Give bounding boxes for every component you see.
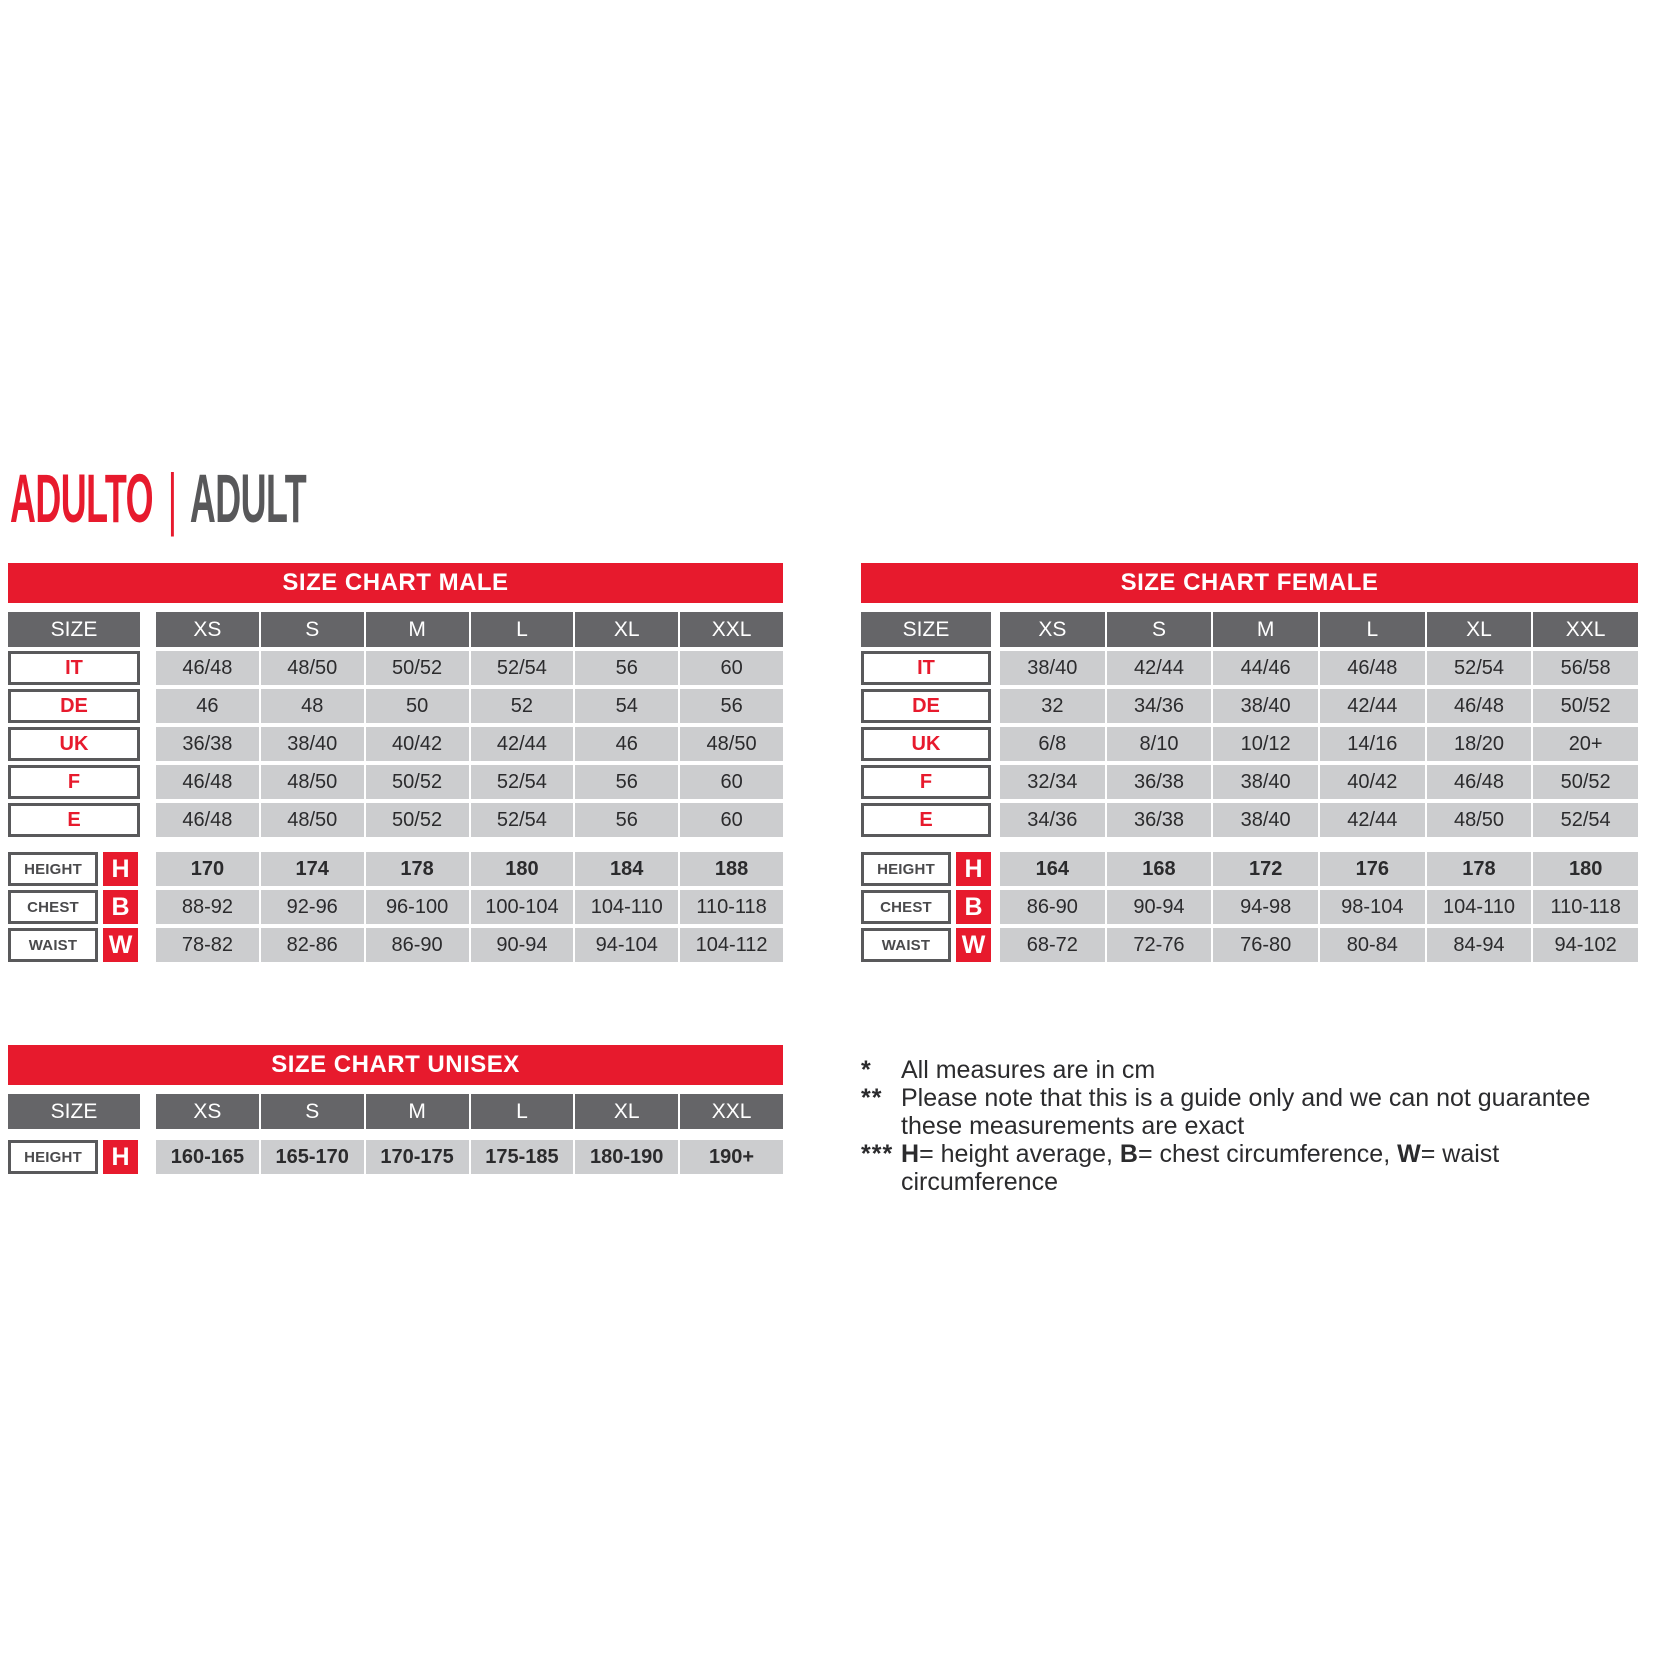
size-value-cell: 42/44 bbox=[471, 727, 574, 761]
footnote-2 bbox=[861, 1084, 1653, 1140]
column-header-cell: M bbox=[366, 1094, 469, 1129]
measure-value-cell: 180 bbox=[1533, 852, 1638, 886]
measure-value-cell: 104-110 bbox=[575, 890, 678, 924]
size-value-cell: 40/42 bbox=[1320, 765, 1425, 799]
measure-row-label bbox=[8, 890, 154, 924]
size-value-cell: 52/54 bbox=[1427, 651, 1532, 685]
size-value-cell: 46/48 bbox=[156, 803, 259, 837]
measure-label-box: CHEST bbox=[8, 890, 98, 924]
size-value-cell: 56 bbox=[680, 689, 783, 723]
size-row-label: UK bbox=[861, 727, 991, 761]
page-title-separator: | bbox=[167, 460, 177, 537]
size-value-cell: 54 bbox=[575, 689, 678, 723]
column-header-cell: L bbox=[471, 1094, 574, 1129]
size-value-cell: 46 bbox=[575, 727, 678, 761]
size-value-cell: 52/54 bbox=[1533, 803, 1638, 837]
size-value-cell: 50/52 bbox=[366, 651, 469, 685]
footnote-text: = height average, bbox=[919, 1140, 1120, 1168]
column-header-cell: XS bbox=[156, 612, 259, 647]
footnote-marker: *** bbox=[861, 1140, 894, 1168]
size-row-de bbox=[861, 689, 1638, 723]
size-row-it bbox=[861, 651, 1638, 685]
size-value-cell: 38/40 bbox=[1213, 765, 1318, 799]
footnote-text: B bbox=[1119, 1140, 1138, 1168]
footnote-text: W bbox=[1397, 1140, 1421, 1168]
measure-label-box: CHEST bbox=[861, 890, 951, 924]
size-value-cell: 36/38 bbox=[1107, 803, 1212, 837]
measure-value-cell: 170-175 bbox=[366, 1140, 469, 1174]
size-value-cell: 56 bbox=[575, 765, 678, 799]
footnote-line bbox=[901, 1112, 1653, 1140]
measure-row-label bbox=[861, 852, 998, 886]
measure-row-waist bbox=[8, 928, 783, 962]
size-value-cell: 42/44 bbox=[1320, 689, 1425, 723]
size-row-label: F bbox=[861, 765, 991, 799]
footnote-text: H bbox=[901, 1140, 920, 1168]
size-value-cell: 48 bbox=[261, 689, 364, 723]
measure-value-cell: 86-90 bbox=[1000, 890, 1105, 924]
measure-row-chest bbox=[861, 890, 1638, 924]
measure-row-label bbox=[8, 852, 154, 886]
measure-block bbox=[861, 852, 1638, 962]
size-value-cell: 44/46 bbox=[1213, 651, 1318, 685]
size-value-cell: 32/34 bbox=[1000, 765, 1105, 799]
measure-row-waist bbox=[861, 928, 1638, 962]
footnote-line bbox=[901, 1084, 1653, 1112]
size-value-cell: 46/48 bbox=[1320, 651, 1425, 685]
column-header-cell: XL bbox=[1427, 612, 1532, 647]
measure-key-badge: H bbox=[103, 1140, 138, 1174]
size-row-uk bbox=[8, 727, 783, 761]
size-value-cell: 38/40 bbox=[1000, 651, 1105, 685]
size-row-label: DE bbox=[861, 689, 991, 723]
measure-value-cell: 168 bbox=[1107, 852, 1212, 886]
size-row-label: E bbox=[8, 803, 140, 837]
measure-value-cell: 80-84 bbox=[1320, 928, 1425, 962]
measure-value-cell: 100-104 bbox=[471, 890, 574, 924]
measure-value-cell: 94-98 bbox=[1213, 890, 1318, 924]
measure-value-cell: 178 bbox=[366, 852, 469, 886]
size-row-f bbox=[8, 765, 783, 799]
measure-value-cell: 174 bbox=[261, 852, 364, 886]
measure-value-cell: 172 bbox=[1213, 852, 1318, 886]
measure-key-badge: H bbox=[103, 852, 138, 886]
size-row-e bbox=[861, 803, 1638, 837]
size-header-cell: SIZE bbox=[8, 1094, 140, 1129]
measure-label-box: WAIST bbox=[861, 928, 951, 962]
measure-value-cell: 82-86 bbox=[261, 928, 364, 962]
measure-value-cell: 90-94 bbox=[1107, 890, 1212, 924]
size-value-cell: 60 bbox=[680, 803, 783, 837]
measure-value-cell: 110-118 bbox=[1533, 890, 1638, 924]
size-value-cell: 46/48 bbox=[1427, 689, 1532, 723]
size-value-cell: 36/38 bbox=[156, 727, 259, 761]
column-header-cell: S bbox=[1107, 612, 1212, 647]
size-value-cell: 46/48 bbox=[156, 651, 259, 685]
measure-value-cell: 90-94 bbox=[471, 928, 574, 962]
column-header-cell: XL bbox=[575, 1094, 678, 1129]
measure-value-cell: 78-82 bbox=[156, 928, 259, 962]
size-row-uk bbox=[861, 727, 1638, 761]
measure-value-cell: 164 bbox=[1000, 852, 1105, 886]
measure-value-cell: 165-170 bbox=[261, 1140, 364, 1174]
measure-key-badge: W bbox=[103, 928, 138, 962]
measure-row-chest bbox=[8, 890, 783, 924]
size-value-cell: 48/50 bbox=[261, 765, 364, 799]
measure-row-label bbox=[861, 890, 998, 924]
table-title-bar: SIZE CHART UNISEX bbox=[8, 1045, 783, 1085]
size-value-cell: 38/40 bbox=[261, 727, 364, 761]
footnote-marker: * bbox=[861, 1056, 872, 1084]
table-header-row bbox=[861, 612, 1638, 647]
size-value-cell: 52/54 bbox=[471, 803, 574, 837]
size-value-cell: 48/50 bbox=[1427, 803, 1532, 837]
size-value-cell: 20+ bbox=[1533, 727, 1638, 761]
size-value-cell: 56/58 bbox=[1533, 651, 1638, 685]
measure-value-cell: 92-96 bbox=[261, 890, 364, 924]
measure-label-box: HEIGHT bbox=[861, 852, 951, 886]
footnote-text: these measurements are exact bbox=[901, 1112, 1245, 1140]
measure-value-cell: 84-94 bbox=[1427, 928, 1532, 962]
column-header-cell: XS bbox=[1000, 612, 1105, 647]
column-header-cell: XL bbox=[575, 612, 678, 647]
size-value-cell: 52 bbox=[471, 689, 574, 723]
size-value-cell: 10/12 bbox=[1213, 727, 1318, 761]
measure-value-cell: 76-80 bbox=[1213, 928, 1318, 962]
measure-label-box: WAIST bbox=[8, 928, 98, 962]
measure-key-badge: B bbox=[103, 890, 138, 924]
column-header-cell: L bbox=[1320, 612, 1425, 647]
column-header-cell: XS bbox=[156, 1094, 259, 1129]
size-row-it bbox=[8, 651, 783, 685]
size-value-cell: 34/36 bbox=[1107, 689, 1212, 723]
size-value-cell: 48/50 bbox=[261, 803, 364, 837]
column-header-cell: XXL bbox=[1533, 612, 1638, 647]
size-value-cell: 38/40 bbox=[1213, 803, 1318, 837]
page-title-secondary: ADULT bbox=[189, 460, 307, 537]
measure-value-cell: 180 bbox=[471, 852, 574, 886]
measure-value-cell: 98-104 bbox=[1320, 890, 1425, 924]
size-value-cell: 8/10 bbox=[1107, 727, 1212, 761]
footnote-marker: ** bbox=[861, 1084, 883, 1112]
column-header-cell: M bbox=[1213, 612, 1318, 647]
size-value-cell: 38/40 bbox=[1213, 689, 1318, 723]
size-value-cell: 14/16 bbox=[1320, 727, 1425, 761]
measure-value-cell: 180-190 bbox=[575, 1140, 678, 1174]
table-title-bar: SIZE CHART FEMALE bbox=[861, 563, 1638, 603]
measure-value-cell: 86-90 bbox=[366, 928, 469, 962]
size-row-de bbox=[8, 689, 783, 723]
size-value-cell: 60 bbox=[680, 765, 783, 799]
measure-row-height bbox=[8, 852, 783, 886]
size-value-cell: 50/52 bbox=[1533, 765, 1638, 799]
measure-value-cell: 175-185 bbox=[471, 1140, 574, 1174]
measure-value-cell: 176 bbox=[1320, 852, 1425, 886]
size-row-label: UK bbox=[8, 727, 140, 761]
column-header-cell: L bbox=[471, 612, 574, 647]
measure-row-height bbox=[861, 852, 1638, 886]
measure-label-box: HEIGHT bbox=[8, 852, 98, 886]
size-value-cell: 60 bbox=[680, 651, 783, 685]
measure-row-label bbox=[8, 1140, 154, 1174]
size-value-cell: 42/44 bbox=[1107, 651, 1212, 685]
table-header-row bbox=[8, 612, 783, 647]
measure-row-label bbox=[8, 928, 154, 962]
size-value-cell: 52/54 bbox=[471, 651, 574, 685]
measure-row-height bbox=[8, 1140, 783, 1174]
measure-row-label bbox=[861, 928, 998, 962]
size-value-cell: 36/38 bbox=[1107, 765, 1212, 799]
size-value-cell: 34/36 bbox=[1000, 803, 1105, 837]
footnote-line bbox=[901, 1140, 1653, 1196]
measure-block bbox=[8, 1140, 783, 1174]
size-chart-male-table bbox=[8, 563, 783, 962]
size-row-e bbox=[8, 803, 783, 837]
footnote-text: = chest circumference, bbox=[1137, 1140, 1398, 1168]
measure-key-badge: H bbox=[956, 852, 991, 886]
measure-value-cell: 178 bbox=[1427, 852, 1532, 886]
size-header-cell: SIZE bbox=[8, 612, 140, 647]
size-row-label: F bbox=[8, 765, 140, 799]
page-title-primary: ADULTO bbox=[10, 460, 154, 537]
measure-label-box: HEIGHT bbox=[8, 1140, 98, 1174]
footnote-3 bbox=[861, 1140, 1653, 1196]
column-header-cell: S bbox=[261, 1094, 364, 1129]
measure-value-cell: 190+ bbox=[680, 1140, 783, 1174]
footnotes bbox=[861, 1056, 1653, 1196]
size-chart-female-table bbox=[861, 563, 1638, 962]
column-header-cell: XXL bbox=[680, 612, 783, 647]
measure-key-badge: W bbox=[956, 928, 991, 962]
column-header-cell: S bbox=[261, 612, 364, 647]
measure-value-cell: 68-72 bbox=[1000, 928, 1105, 962]
footnote-text: All measures are in cm bbox=[901, 1056, 1156, 1084]
size-value-cell: 50 bbox=[366, 689, 469, 723]
measure-value-cell: 170 bbox=[156, 852, 259, 886]
size-value-cell: 40/42 bbox=[366, 727, 469, 761]
footnote-1 bbox=[861, 1056, 1653, 1084]
column-header-cell: XXL bbox=[680, 1094, 783, 1129]
size-chart-unisex-table bbox=[8, 1045, 783, 1174]
size-value-cell: 32 bbox=[1000, 689, 1105, 723]
size-value-cell: 50/52 bbox=[366, 765, 469, 799]
measure-value-cell: 94-102 bbox=[1533, 928, 1638, 962]
footnote-text: = waist circumference bbox=[901, 1140, 1500, 1196]
measure-value-cell: 104-112 bbox=[680, 928, 783, 962]
size-row-label: IT bbox=[861, 651, 991, 685]
size-value-cell: 50/52 bbox=[366, 803, 469, 837]
size-value-cell: 6/8 bbox=[1000, 727, 1105, 761]
size-value-cell: 46 bbox=[156, 689, 259, 723]
measure-value-cell: 110-118 bbox=[680, 890, 783, 924]
measure-block bbox=[8, 852, 783, 962]
column-header-cell: M bbox=[366, 612, 469, 647]
size-value-cell: 56 bbox=[575, 803, 678, 837]
footnote-text: Please note that this is a guide only and we can not guarantee bbox=[901, 1084, 1591, 1112]
footnote-line bbox=[901, 1056, 1653, 1084]
size-row-label: IT bbox=[8, 651, 140, 685]
size-header-cell: SIZE bbox=[861, 612, 991, 647]
measure-value-cell: 72-76 bbox=[1107, 928, 1212, 962]
measure-value-cell: 188 bbox=[680, 852, 783, 886]
measure-value-cell: 184 bbox=[575, 852, 678, 886]
size-row-label: DE bbox=[8, 689, 140, 723]
measure-value-cell: 160-165 bbox=[156, 1140, 259, 1174]
size-row-f bbox=[861, 765, 1638, 799]
size-value-cell: 42/44 bbox=[1320, 803, 1425, 837]
measure-value-cell: 96-100 bbox=[366, 890, 469, 924]
page-title bbox=[10, 460, 307, 537]
table-title-bar: SIZE CHART MALE bbox=[8, 563, 783, 603]
size-value-cell: 52/54 bbox=[471, 765, 574, 799]
table-header-row bbox=[8, 1094, 783, 1129]
measure-value-cell: 88-92 bbox=[156, 890, 259, 924]
size-value-cell: 46/48 bbox=[1427, 765, 1532, 799]
size-value-cell: 18/20 bbox=[1427, 727, 1532, 761]
size-value-cell: 48/50 bbox=[261, 651, 364, 685]
size-row-label: E bbox=[861, 803, 991, 837]
measure-value-cell: 104-110 bbox=[1427, 890, 1532, 924]
measure-key-badge: B bbox=[956, 890, 991, 924]
size-value-cell: 56 bbox=[575, 651, 678, 685]
size-value-cell: 46/48 bbox=[156, 765, 259, 799]
size-value-cell: 50/52 bbox=[1533, 689, 1638, 723]
measure-value-cell: 94-104 bbox=[575, 928, 678, 962]
size-value-cell: 48/50 bbox=[680, 727, 783, 761]
